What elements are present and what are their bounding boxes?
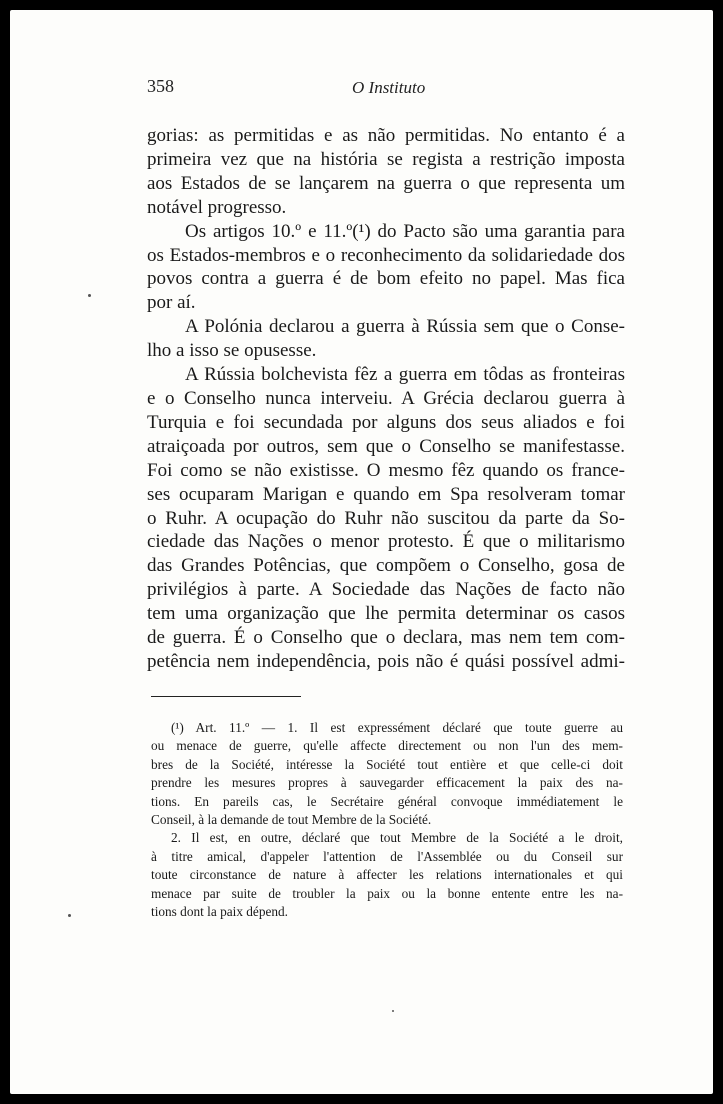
text-line: A Polónia declarou a guerra à Rússia sem que o Conse- [185, 316, 625, 338]
footnote-line: (¹) Art. 11.º — 1. Il est expressément déclaré que toute guerre au [171, 720, 623, 735]
footnote-2 [151, 829, 623, 921]
footnote-line: 2. Il est, en outre, déclaré que tout Membre de la Société a le droit, [171, 830, 623, 846]
text-line: de guerra. É o Conselho que o declara, mas nem tem com- [147, 627, 625, 649]
footnote-line: prendre les mesures propres à sauvegarder efficacement la paix des na- [151, 775, 623, 791]
text-line: povos contra a guerra é de bom efeito no papel. Mas fica [147, 268, 625, 290]
text-line: Os artigos 10.º e 11.º(¹) do Pacto são uma garantia para [185, 220, 625, 242]
text-line: aos Estados de se lançarem na guerra o que representa um [147, 172, 625, 194]
paragraph [147, 315, 625, 363]
scan-speck [88, 294, 91, 297]
text-line: por aí. [147, 292, 196, 314]
text-line: ses ocuparam Marigan e quando em Spa resolveram tomar [147, 483, 625, 505]
running-title: O Instituto [352, 78, 426, 97]
paragraph [147, 363, 625, 674]
text-line: notável progresso. [147, 196, 287, 218]
footnotes [151, 719, 623, 921]
footnote-line: tions. En pareils cas, le Secrétaire général convoque immédiatement le [151, 793, 623, 809]
text-line: das Grandes Potências, que compõem o Conselho, gosa de [147, 555, 625, 577]
text-line: e o Conselho nunca interveiu. A Grécia declarou guerra à [147, 387, 625, 409]
text-line: privilégios à parte. A Sociedade das Nações de facto não [147, 579, 625, 601]
text-line: petência nem independência, pois não é quási possível admi- [147, 650, 625, 672]
footnote-1 [151, 719, 623, 829]
text-line: atraiçoada por outros, sem que o Conselho se manifestasse. [147, 435, 625, 457]
text-line: tem uma organização que lhe permita determinar os casos [147, 603, 625, 625]
scan-speck [392, 1010, 394, 1012]
text-line: A Rússia bolchevista fêz a guerra em tôdas as fronteiras [185, 364, 625, 386]
text-line: Foi como se não existisse. O mesmo fêz quando os france- [147, 459, 625, 481]
page-number: 358 [147, 76, 174, 96]
text-line: ciedade das Nações o menor protesto. É que o militarismo [147, 531, 625, 553]
footnote-line: menace par suite de troubler la paix ou la bonne entente entre les na- [151, 885, 623, 901]
scan-speck [68, 914, 71, 917]
footnote-divider [151, 696, 301, 697]
footnote-line: tions dont la paix dépend. [151, 904, 289, 920]
text-line: primeira vez que na história se regista a restrição imposta [147, 148, 625, 170]
footnote-line: à titre amical, d'appeler l'attention de l'Assemblée ou du Conseil sur [151, 848, 623, 864]
text-line: os Estados-membros e o reconhecimento da solidariedade dos [147, 244, 625, 266]
footnote-line: toute circonstance de nature à affecter les relations internationales et qui [151, 867, 623, 883]
paragraph [147, 124, 625, 220]
book-page [10, 10, 713, 1094]
text-line: o Ruhr. A ocupação do Ruhr não suscitou da parte da So- [147, 507, 625, 529]
footnote-line: ou menace de guerre, qu'elle affecte directement ou non l'un des mem- [151, 738, 623, 754]
paragraph [147, 220, 625, 316]
text-line: lho a isso se opusesse. [147, 340, 317, 362]
main-text [147, 124, 625, 674]
text-line: gorias: as permitidas e as não permitidas. No entanto é a [147, 125, 625, 146]
text-line: Turquia e foi secundada por alguns dos seus aliados e foi [147, 411, 625, 433]
footnote-line: bres de la Société, intéresse la Société tout entière et que celle-ci doit [151, 756, 623, 772]
footnote-line: Conseil, à la demande de tout Membre de la Société. [151, 812, 432, 828]
page-header [147, 72, 625, 102]
